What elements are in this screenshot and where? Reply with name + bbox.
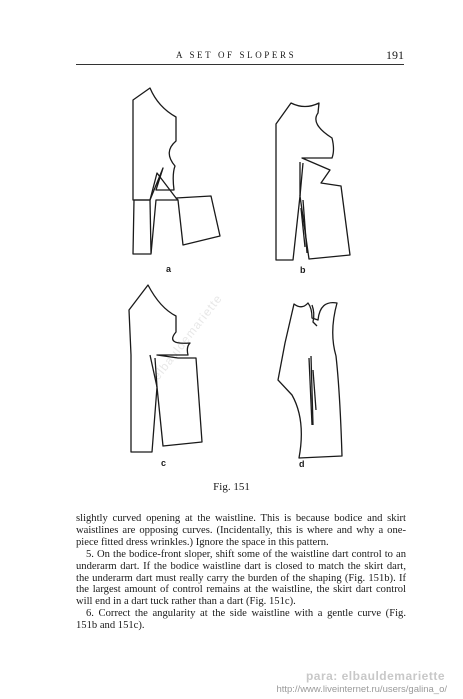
figure-label-b: b [300,265,306,275]
body-text [76,513,406,632]
paragraph-3: 6. Correct the angularity at the side waistline with a gentle curve (Fig. 151b and 151c). [76,608,406,632]
figure-a-bodice-skirt [133,88,220,254]
figure-label-d: d [299,459,305,469]
diagonal-watermark: elbauldemariette [149,291,226,383]
figure-caption: Fig. 151 [213,481,250,493]
figure-d-bodice-skirt [278,303,342,458]
figure-label-c: c [161,458,167,468]
paragraph-2: 5. On the bodice-front sloper, shift some of the waistline dart control to an underarm dart. If the bodice waistline dart is closed to match the skirt dart, the underarm dart must really carry the burden of the shaping (Fig. 151b). If the largest amount of control remains at the waistline, the skirt dart control will end in a dart tuck rather than a dart (Fig. 151c). [76,548,406,608]
watermark-para: para: elbauldemariette [305,669,445,683]
figure-c-bodice-skirt [129,285,202,452]
page-number: 191 [386,48,404,62]
watermark-url[interactable]: http://www.liveinternet.ru/users/galina_o/ [276,684,447,695]
paragraph-1: slightly curved opening at the waistline. This is because bodice and skirt waistlines are opposing curves. (Incidentally, this is where and why a one-piece fitted dress wrinkles.) Ignore the space in this pattern. [76,513,406,548]
figure-b-bodice-skirt [276,103,350,260]
figure-label-a: a [166,264,172,274]
header-title: A SET OF SLOPERS [176,50,297,60]
